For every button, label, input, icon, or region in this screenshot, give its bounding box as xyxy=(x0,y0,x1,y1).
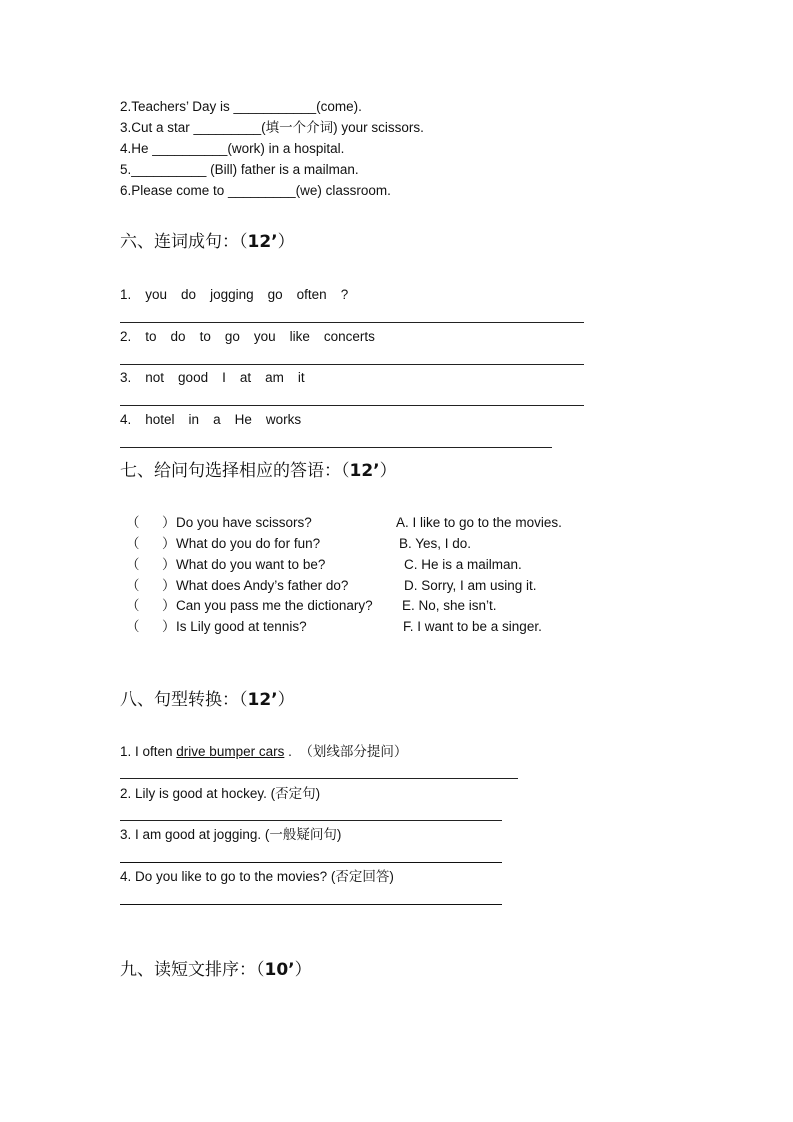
answer-paren: （ ） xyxy=(126,515,176,530)
answer-line xyxy=(120,405,584,406)
question-6: Is Lily good at tennis? xyxy=(176,619,307,634)
question-4: What does Andy’s father do? xyxy=(176,578,349,593)
s6-item-3: 3. not good I at am it xyxy=(120,370,305,385)
s8-item-2: 2. Lily is good at hockey. (否定句) xyxy=(120,786,321,801)
question-1: Do you have scissors? xyxy=(176,515,312,530)
section6-heading: 六、连词成句：（12’） xyxy=(120,232,295,252)
fill-blank-5: 5.__________ (Bill) father is a mailman. xyxy=(120,162,359,177)
answer-e: E. No, she isn’t. xyxy=(402,598,497,613)
question-3: What do you want to be? xyxy=(176,557,326,572)
fill-blank-2: 2.Teachers’ Day is ___________(come). xyxy=(120,99,362,114)
s8-item-1: 1. I often drive bumper cars . （划线部分提问） xyxy=(120,744,408,759)
section9-heading: 九、读短文排序：（10’） xyxy=(120,960,312,980)
answer-c: C. He is a mailman. xyxy=(404,557,522,572)
answer-line xyxy=(120,322,584,323)
answer-paren: （ ） xyxy=(126,536,176,551)
s6-item-2: 2. to do to go you like concerts xyxy=(120,329,375,344)
question-5: Can you pass me the dictionary? xyxy=(176,598,373,613)
section8-heading: 八、句型转换：（12’） xyxy=(120,690,295,710)
s6-item-1: 1. you do jogging go often ? xyxy=(120,287,349,302)
answer-a: A. I like to go to the movies. xyxy=(396,515,562,530)
answer-b: B. Yes, I do. xyxy=(399,536,472,551)
s8-item-3: 3. I am good at jogging. (一般疑问句) xyxy=(120,827,342,842)
answer-paren: （ ） xyxy=(126,557,176,572)
answer-line xyxy=(120,862,502,863)
answer-d: D. Sorry, I am using it. xyxy=(404,578,537,593)
answer-line xyxy=(120,904,502,905)
answer-line xyxy=(120,364,584,365)
section7-heading: 七、给问句选择相应的答语：（12’） xyxy=(120,461,397,481)
answer-paren: （ ） xyxy=(126,598,176,613)
fill-blank-4: 4.He __________(work) in a hospital. xyxy=(120,141,345,156)
answer-f: F. I want to be a singer. xyxy=(403,619,542,634)
answer-line xyxy=(120,820,502,821)
s8-item-4: 4. Do you like to go to the movies? (否定回答) xyxy=(120,869,394,884)
answer-paren: （ ） xyxy=(126,619,176,634)
answer-line xyxy=(120,778,518,779)
question-2: What do you do for fun? xyxy=(176,536,321,551)
fill-blank-3: 3.Cut a star _________(填一个介词) your scissors. xyxy=(120,120,424,135)
answer-line xyxy=(120,447,552,448)
s6-item-4: 4. hotel in a He works xyxy=(120,412,302,427)
answer-paren: （ ） xyxy=(126,578,176,593)
fill-blank-6: 6.Please come to _________(we) classroom. xyxy=(120,183,391,198)
underlined-phrase: drive bumper cars xyxy=(176,744,285,759)
